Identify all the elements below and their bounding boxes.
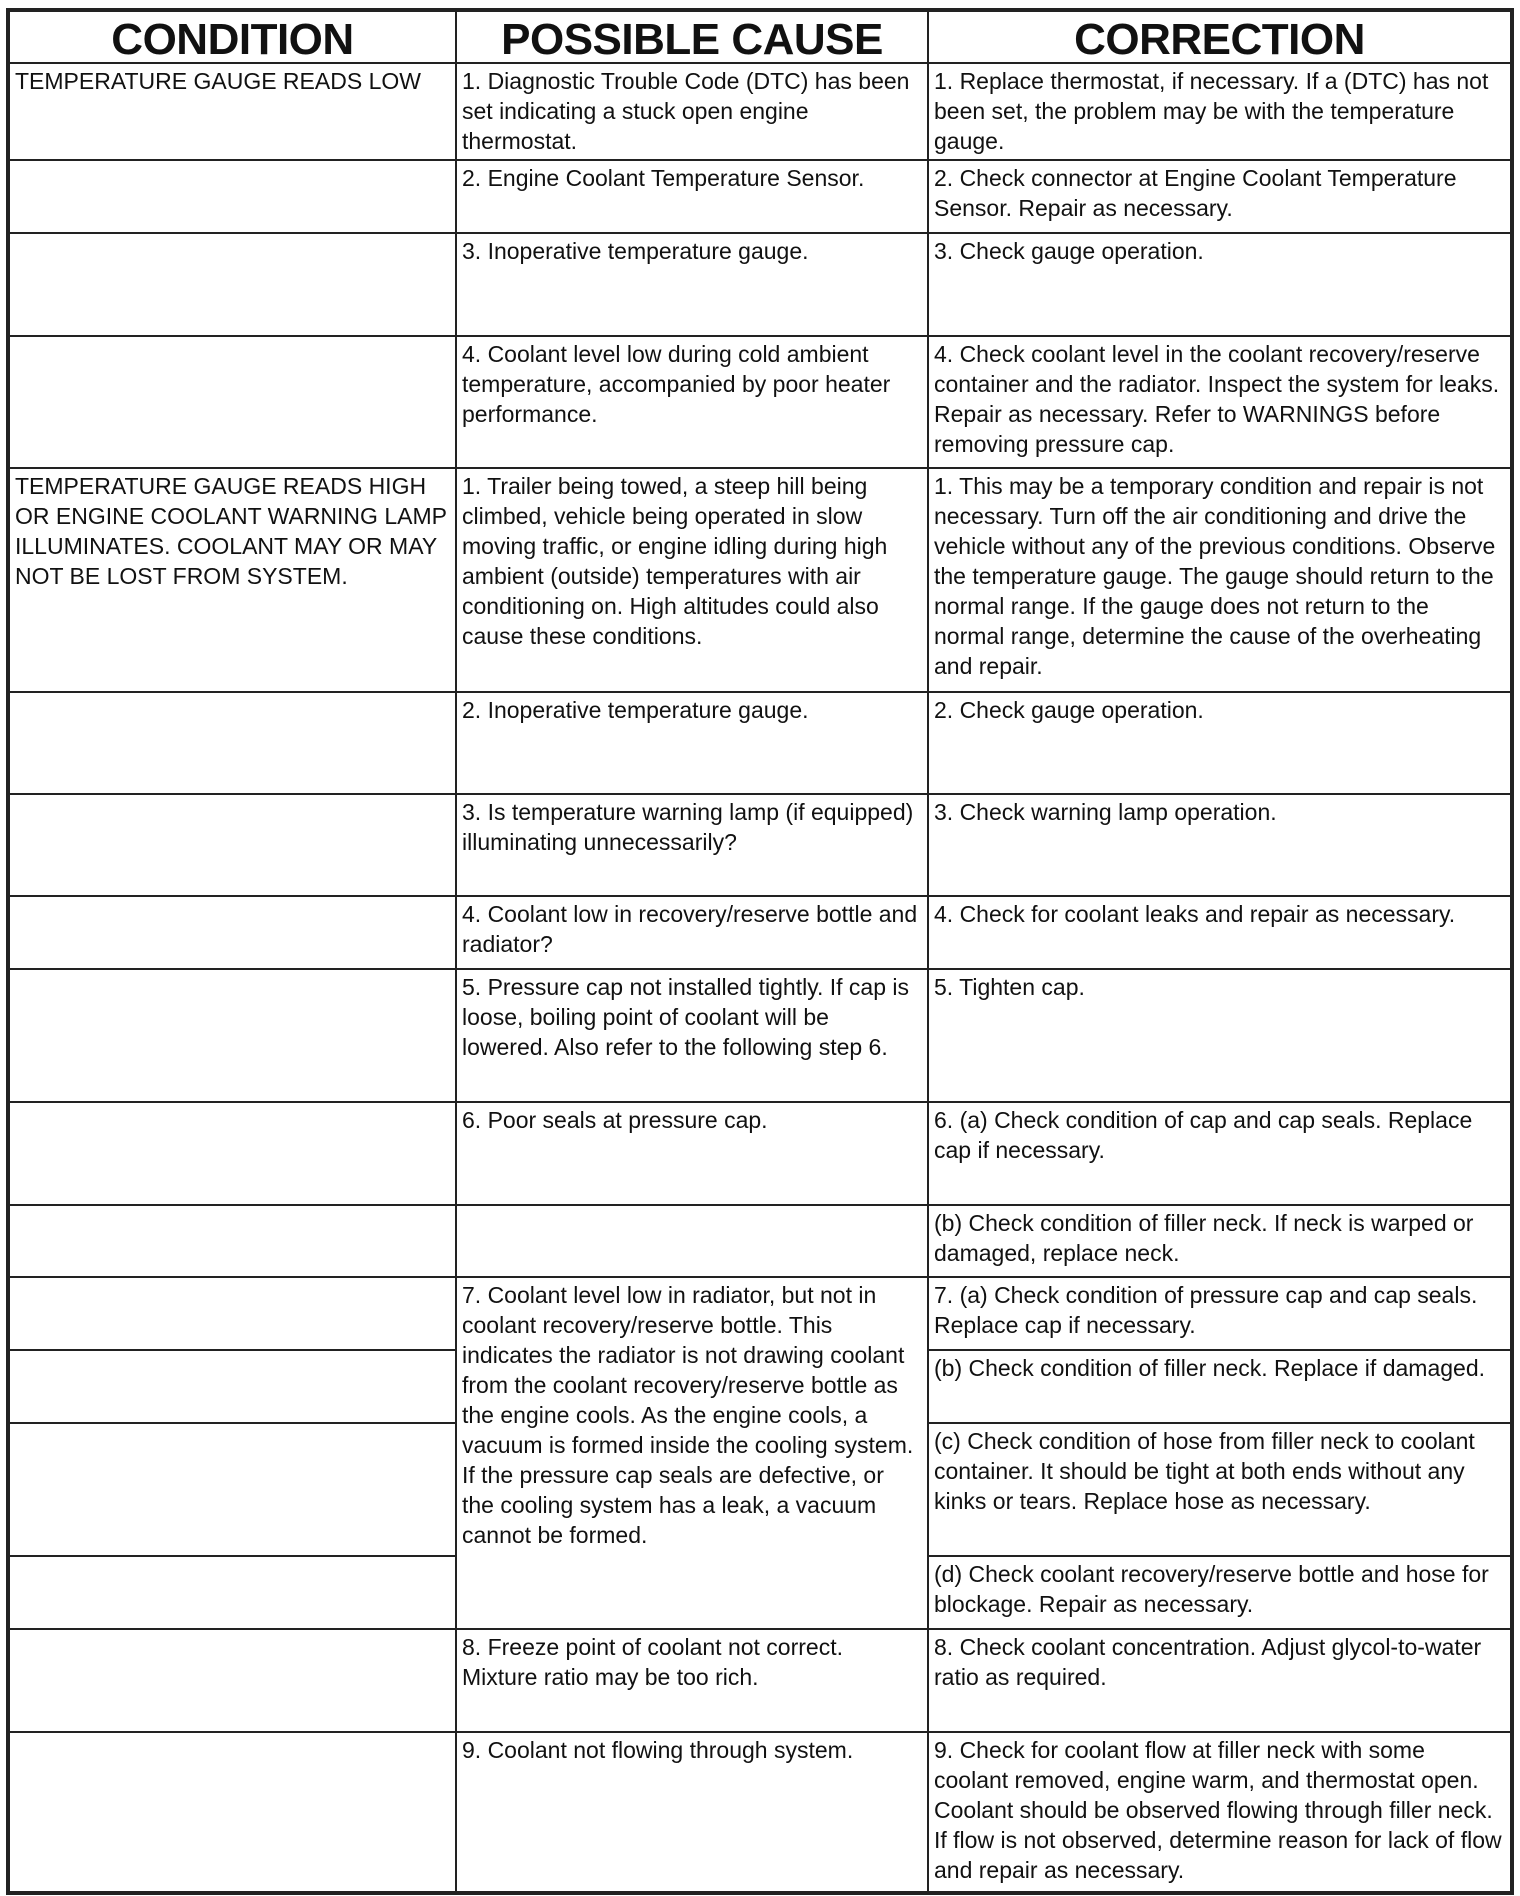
header-correction: CORRECTION xyxy=(928,10,1512,63)
condition-cell-empty xyxy=(8,1732,456,1893)
table-row xyxy=(8,1629,1512,1732)
condition-cell-empty xyxy=(8,896,456,969)
cause-cell: 9. Coolant not flowing through system. xyxy=(456,1732,928,1893)
table-row xyxy=(8,1277,1512,1350)
condition-cell-empty xyxy=(8,1556,456,1629)
correction-cell: 9. Check for coolant flow at filler neck with some coolant removed, engine warm, and thermostat open. Coolant should be observed flowing through filler neck. If flow is not observed, determine reason for lack of flow and repair as necessary. xyxy=(928,1732,1512,1893)
table-row xyxy=(8,1102,1512,1205)
cause-cell: 2. Inoperative temperature gauge. xyxy=(456,692,928,794)
correction-cell: 4. Check for coolant leaks and repair as necessary. xyxy=(928,896,1512,969)
table-row xyxy=(8,160,1512,233)
condition-cell-empty xyxy=(8,233,456,336)
table-row xyxy=(8,896,1512,969)
condition-cell-empty xyxy=(8,336,456,468)
diagnosis-table-container xyxy=(6,8,1510,1888)
condition-cell-empty xyxy=(8,969,456,1102)
correction-cell: (c) Check condition of hose from filler neck to coolant container. It should be tight at both ends without any kinks or tears. Replace hose as necessary. xyxy=(928,1423,1512,1556)
table-row xyxy=(8,336,1512,468)
correction-cell: 7. (a) Check condition of pressure cap and cap seals. Replace cap if necessary. xyxy=(928,1277,1512,1350)
cause-cell: 8. Freeze point of coolant not correct. Mixture ratio may be too rich. xyxy=(456,1629,928,1732)
condition-cell-empty xyxy=(8,160,456,233)
condition-cell: TEMPERATURE GAUGE READS HIGH OR ENGINE COOLANT WARNING LAMP ILLUMINATES. COOLANT MAY OR MAY NOT BE LOST FROM SYSTEM. xyxy=(8,468,456,692)
header-possible-cause: POSSIBLE CAUSE xyxy=(456,10,928,63)
condition-cell-empty xyxy=(8,692,456,794)
correction-cell: 2. Check connector at Engine Coolant Temperature Sensor. Repair as necessary. xyxy=(928,160,1512,233)
cause-cell: 5. Pressure cap not installed tightly. If cap is loose, boiling point of coolant will be lowered. Also refer to the following step 6. xyxy=(456,969,928,1102)
header-row xyxy=(8,10,1512,63)
cause-cell: 3. Inoperative temperature gauge. xyxy=(456,233,928,336)
condition-cell-empty xyxy=(8,1350,456,1423)
correction-cell: 5. Tighten cap. xyxy=(928,969,1512,1102)
table-row xyxy=(8,233,1512,336)
header-condition: CONDITION xyxy=(8,10,456,63)
cause-cell: 1. Diagnostic Trouble Code (DTC) has been set indicating a stuck open engine thermostat. xyxy=(456,63,928,160)
table-row xyxy=(8,1205,1512,1277)
correction-cell: 3. Check warning lamp operation. xyxy=(928,794,1512,896)
table-row xyxy=(8,794,1512,896)
condition-cell-empty xyxy=(8,1102,456,1205)
table-row xyxy=(8,1732,1512,1893)
correction-cell: 4. Check coolant level in the coolant recovery/reserve container and the radiator. Inspect the system for leaks. Repair as necessary. Refer to WARNINGS before removing pressure cap. xyxy=(928,336,1512,468)
correction-cell: 1. Replace thermostat, if necessary. If a (DTC) has not been set, the problem may be with the temperature gauge. xyxy=(928,63,1512,160)
cause-cell: 6. Poor seals at pressure cap. xyxy=(456,1102,928,1205)
condition-cell-empty xyxy=(8,1277,456,1350)
cause-cell: 3. Is temperature warning lamp (if equipped) illuminating unnecessarily? xyxy=(456,794,928,896)
correction-cell: (b) Check condition of filler neck. If neck is warped or damaged, replace neck. xyxy=(928,1205,1512,1277)
cause-cell: 4. Coolant low in recovery/reserve bottle and radiator? xyxy=(456,896,928,969)
cause-cell: 2. Engine Coolant Temperature Sensor. xyxy=(456,160,928,233)
table-row xyxy=(8,468,1512,692)
table-row xyxy=(8,969,1512,1102)
table-row xyxy=(8,692,1512,794)
condition-cell: TEMPERATURE GAUGE READS LOW xyxy=(8,63,456,160)
condition-cell-empty xyxy=(8,1423,456,1556)
cause-cell: 7. Coolant level low in radiator, but not in coolant recovery/reserve bottle. This indicates the radiator is not drawing coolant from the coolant recovery/reserve bottle as the engine cools. As the engine cools, a vacuum is formed inside the cooling system. If the pressure cap seals are defective, or the cooling system has a leak, a vacuum cannot be formed. xyxy=(456,1277,928,1629)
condition-cell-empty xyxy=(8,1205,456,1277)
table-row xyxy=(8,63,1512,160)
cause-cell: 4. Coolant level low during cold ambient temperature, accompanied by poor heater performance. xyxy=(456,336,928,468)
cause-cell: 1. Trailer being towed, a steep hill being climbed, vehicle being operated in slow moving traffic, or engine idling during high ambient (outside) temperatures with air conditioning on. High altitudes could also cause these conditions. xyxy=(456,468,928,692)
correction-cell: 6. (a) Check condition of cap and cap seals. Replace cap if necessary. xyxy=(928,1102,1512,1205)
correction-cell: 8. Check coolant concentration. Adjust glycol-to-water ratio as required. xyxy=(928,1629,1512,1732)
condition-cell-empty xyxy=(8,1629,456,1732)
condition-cell-empty xyxy=(8,794,456,896)
cause-cell-empty xyxy=(456,1205,928,1277)
correction-cell: 1. This may be a temporary condition and repair is not necessary. Turn off the air conditioning and drive the vehicle without any of the previous conditions. Observe the temperature gauge. The gauge should return to the normal range. If the gauge does not return to the normal range, determine the cause of the overheating and repair. xyxy=(928,468,1512,692)
correction-cell: (d) Check coolant recovery/reserve bottle and hose for blockage. Repair as necessary. xyxy=(928,1556,1512,1629)
correction-cell: (b) Check condition of filler neck. Replace if damaged. xyxy=(928,1350,1512,1423)
correction-cell: 2. Check gauge operation. xyxy=(928,692,1512,794)
correction-cell: 3. Check gauge operation. xyxy=(928,233,1512,336)
diagnosis-table xyxy=(6,8,1514,1895)
